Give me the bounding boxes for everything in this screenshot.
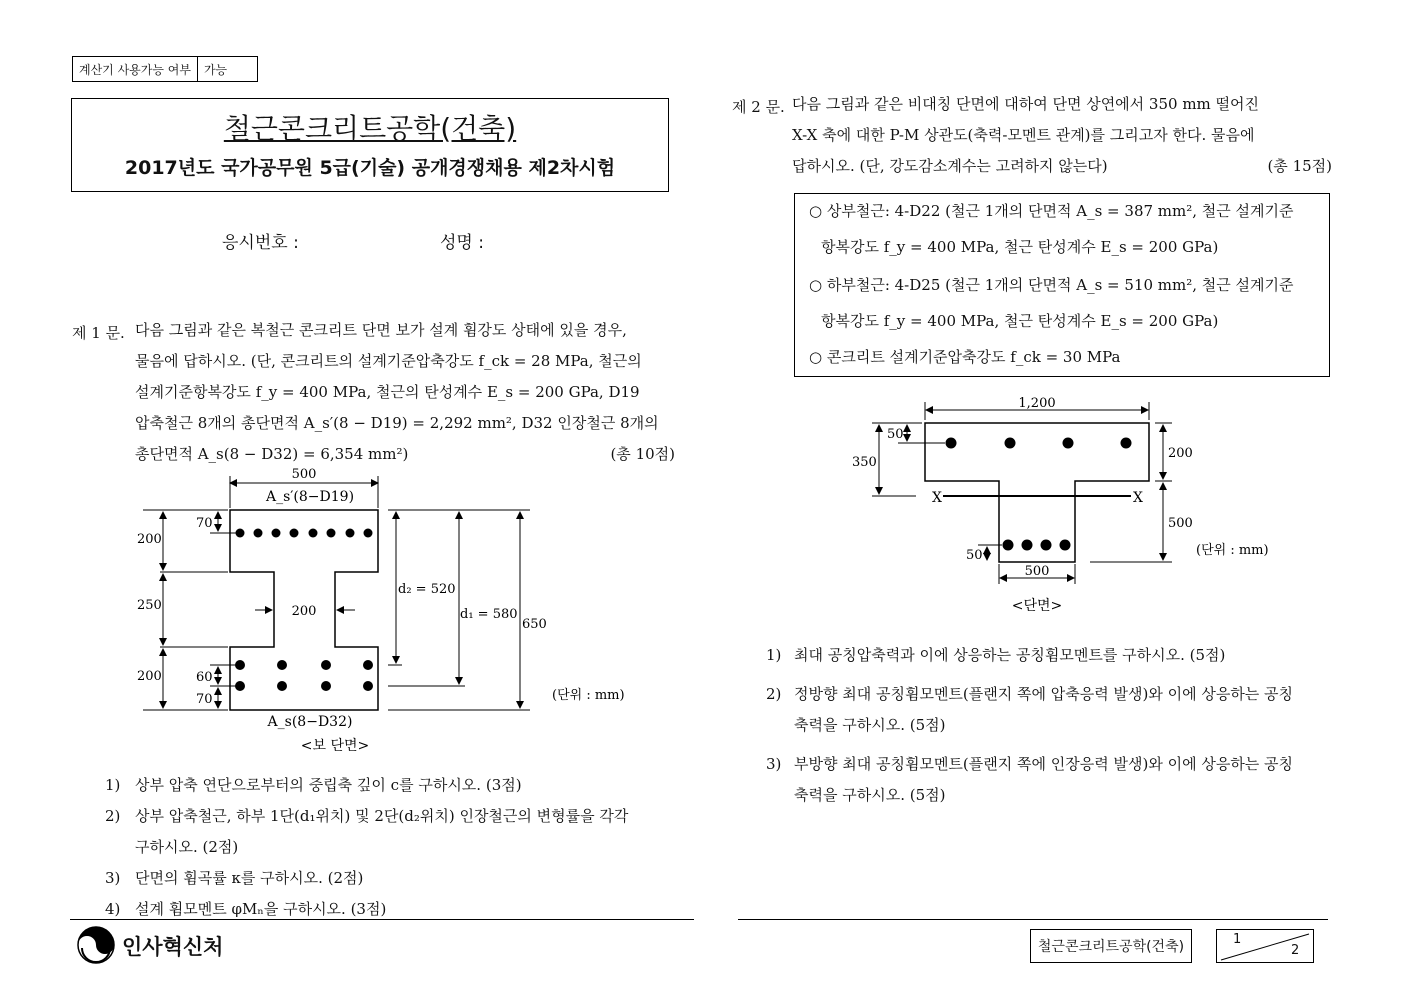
t-section-outline (925, 423, 1149, 562)
sq-num (766, 710, 794, 741)
dim-label: 500 (1024, 564, 1050, 579)
dim-label: 200 (137, 669, 162, 684)
subject-title: 철근콘크리트공학(건축) (223, 112, 517, 145)
rebar (1041, 540, 1052, 551)
sq-text: 축력을 구하시오. (5점) (794, 716, 946, 734)
rebar (272, 529, 281, 538)
rebar (321, 681, 331, 691)
bottom-rebars (1003, 540, 1071, 551)
q1-number: 제 1 문. (72, 324, 125, 342)
material-line: 항복강도 f_y = 400 MPa, 철근 탄성계수 E_s = 200 GPa) (821, 238, 1219, 256)
exam-subtitle: 2017년도 국가공무원 5급(기술) 공개경쟁채용 제2차시험 (124, 157, 616, 179)
q2-line: 다음 그림과 같은 비대칭 단면에 대하여 단면 상연에서 350 mm 떨어진 (792, 95, 1260, 113)
sq-num: 3) (105, 869, 121, 887)
material-line: ○ 콘크리트 설계기준압축강도 f_ck = 30 MPa (809, 348, 1121, 366)
rebar (1003, 540, 1014, 551)
sq-num: 2) (105, 807, 121, 825)
dim-label: 200 (137, 532, 162, 547)
dim-label: 50 (887, 427, 904, 442)
dim-label: 70 (196, 516, 213, 531)
top-rebars (946, 438, 1132, 449)
dim-label: 70 (196, 692, 213, 707)
sq-num (105, 832, 135, 863)
rebar (1022, 540, 1033, 551)
material-properties-box (794, 193, 1330, 377)
q1-line: 설계기준항복강도 f_y = 400 MPa, 철근의 탄성계수 E_s = 200 GPa, D19 (135, 383, 640, 401)
sq-num: 1) (766, 646, 782, 664)
rebar (277, 660, 287, 670)
rebar (1005, 438, 1016, 449)
rebar (309, 529, 318, 538)
bottom-bar-label: A_s(8−D32) (267, 714, 353, 730)
sq-text: 상부 압축철근, 하부 1단(d₁위치) 및 2단(d₂위치) 인장철근의 변형률을 각각 (135, 807, 629, 825)
rebar (254, 529, 263, 538)
sq-text: 부방향 최대 공칭휨모멘트(플랜지 쪽에 인장응력 발생)와 이에 상응하는 공칭 (794, 755, 1294, 773)
bottom-rebars (235, 660, 373, 691)
dim-label: d₂ = 520 (398, 582, 456, 597)
rebar (235, 681, 245, 691)
rebar (290, 529, 299, 538)
q1-points: (총 10점) (610, 445, 675, 463)
material-line: ○ 상부철근: 4-D22 (철근 1개의 단면적 A_s = 387 mm², 철근 설계기준 (809, 202, 1294, 220)
sq-text: 상부 압축 연단으로부터의 중립축 깊이 c를 구하시오. (3점) (135, 776, 522, 794)
sq-num (766, 780, 794, 811)
q2-number: 제 2 문. (732, 98, 785, 116)
dim-label: 1,200 (1018, 396, 1056, 411)
candidate-number-label: 응시번호 : (222, 233, 299, 253)
dim-label: 60 (196, 670, 213, 685)
sq-text: 설계 휨모멘트 φMₙ을 구하시오. (3점) (135, 900, 387, 918)
rebar (1121, 438, 1132, 449)
q1-line: 물음에 답하시오. (단, 콘크리트의 설계기준압축강도 f_ck = 28 MPa, 철근의 (135, 352, 642, 370)
q2-line: X-X 축에 대한 P-M 상관도(축력-모멘트 관계)를 그리고자 한다. 물음에 (792, 126, 1255, 144)
sq-text: 최대 공칭압축력과 이에 상응하는 공칭휨모멘트를 구하시오. (5점) (794, 646, 1226, 664)
rebar (363, 681, 373, 691)
q1-body (135, 315, 675, 470)
rebar (364, 529, 373, 538)
calculator-usage-box (72, 56, 258, 82)
dim-label: 650 (522, 617, 547, 632)
material-line: ○ 하부철근: 4-D25 (철근 1개의 단면적 A_s = 510 mm², 철근 설계기준 (809, 276, 1294, 294)
org-name: 인사혁신처 (122, 935, 224, 959)
dim-label: 50 (966, 548, 983, 563)
sq-num: 2) (766, 685, 782, 703)
axis-label: X (932, 490, 942, 506)
material-line: 항복강도 f_y = 400 MPa, 철근 탄성계수 E_s = 200 GPa) (821, 312, 1219, 330)
q2-body (792, 89, 1332, 182)
rebar (327, 529, 336, 538)
footer-divider-right (738, 919, 1328, 920)
page-current: 1 (1233, 932, 1242, 947)
top-bar-label: A_s′(8−D19) (265, 489, 355, 505)
sq-num: 3) (766, 755, 782, 773)
dim-label: 200 (1168, 446, 1193, 461)
beam-section-figure (130, 460, 650, 760)
q1-line: 압축철근 8개의 총단면적 A_s′(8 − D19) = 2,292 mm², D32 인장철근 8개의 (135, 414, 659, 432)
calculator-value: 가능 (197, 57, 233, 81)
rebar (321, 660, 331, 670)
q2-points: (총 15점) (1267, 157, 1332, 175)
sq-text: 축력을 구하시오. (5점) (794, 786, 946, 804)
rebar (277, 681, 287, 691)
dim-label: 250 (137, 598, 162, 613)
page-indicator (1216, 929, 1314, 963)
sq-text: 단면의 휨곡률 κ를 구하시오. (2점) (135, 869, 364, 887)
figure-caption: <단면> (1011, 598, 1063, 614)
footer-divider-left (70, 919, 694, 920)
dim-label: 500 (291, 467, 317, 482)
top-rebars (236, 529, 373, 538)
sq-text: 정방향 최대 공칭휨모멘트(플랜지 쪽에 압축응력 발생)와 이에 상응하는 공칭 (794, 685, 1294, 703)
calculator-label: 계산기 사용가능 여부 (79, 62, 191, 77)
dim-label: d₁ = 580 (460, 607, 518, 622)
figure-caption: <보 단면> (300, 738, 370, 754)
q2-subquestions (766, 640, 1334, 811)
rebar (946, 438, 957, 449)
rebar (1063, 438, 1074, 449)
axis-label: X (1133, 490, 1143, 506)
sq-num: 4) (105, 900, 121, 918)
q1-line: 다음 그림과 같은 복철근 콘크리트 단면 보가 설계 휨강도 상태에 있을 경우, (135, 321, 627, 339)
rebar (363, 660, 373, 670)
t-section-figure (850, 392, 1290, 622)
unit-label: (단위 : mm) (552, 688, 625, 703)
q1-subquestions (105, 770, 677, 925)
rebar (235, 660, 245, 670)
q1-line: 총단면적 A_s(8 − D32) = 6,354 mm²) (135, 445, 409, 463)
candidate-name-label: 성명 : (440, 233, 484, 253)
sq-text: 구하시오. (2점) (135, 838, 239, 856)
government-emblem-icon (77, 926, 115, 964)
dim-label: 350 (852, 455, 877, 470)
dim-label: 500 (1168, 516, 1193, 531)
exam-title-box (71, 98, 669, 192)
footer-subject: 철근콘크리트공학(건축) (1030, 929, 1192, 963)
unit-label: (단위 : mm) (1196, 543, 1269, 558)
rebar (1060, 540, 1071, 551)
dim-label: 200 (291, 604, 317, 619)
q2-line: 답하시오. (단, 강도감소계수는 고려하지 않는다) (792, 157, 1108, 175)
sq-num: 1) (105, 776, 121, 794)
page-total: 2 (1291, 943, 1300, 958)
rebar (346, 529, 355, 538)
